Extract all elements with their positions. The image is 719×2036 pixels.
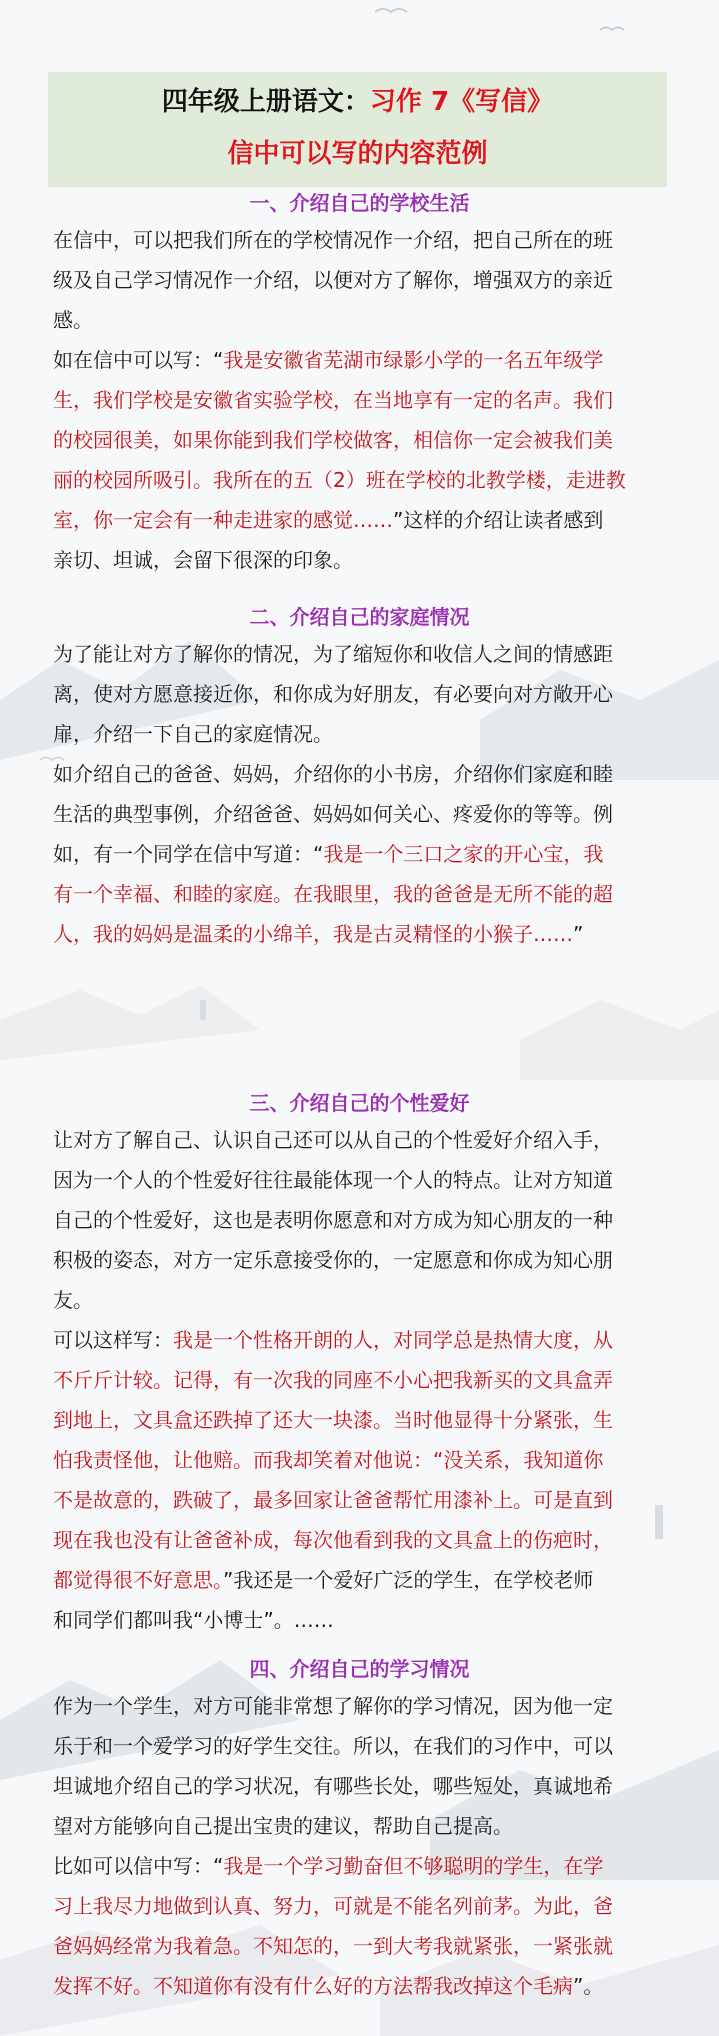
text-line: 让对方了解自己、认识自己还可以从自己的个性爱好介绍入手， [53, 1128, 613, 1152]
text-line: 为了能让对方了解你的情况，为了缩短你和收信人之间的情感距 [53, 642, 613, 666]
example-line: 有一个幸福、和睦的家庭。在我眼里，我的爸爸是无所不能的超 [53, 882, 613, 906]
text-line: 扉，介绍一下自己的家庭情况。 [53, 722, 333, 746]
section-hobbies-example [53, 1320, 673, 1640]
title-banner [48, 72, 667, 187]
example-run: 我是一个学习勤奋但不够聪明的学生，在学 [223, 1854, 604, 1878]
text-run: 如在信中可以写：“ [53, 348, 224, 372]
text-line: 望对方能够向自己提出宝贵的建议，帮助自己提高。 [53, 1814, 513, 1838]
example-line: 到地上，文具盒还跌掉了还大一块漆。当时他显得十分紧张，生 [53, 1408, 613, 1432]
text-line: 因为一个人的个性爱好往往最能体现一个人的特点。让对方知道 [53, 1168, 613, 1192]
section-study-example [53, 1846, 673, 2006]
text-line: 生活的典型事例，介绍爸爸、妈妈如何关心、疼爱你的等等。例 [53, 802, 613, 826]
section-family-intro [53, 634, 673, 754]
example-line: 现在我也没有让爸爸补成，每次他看到我的文具盒上的伤疤时， [53, 1528, 613, 1552]
text-line [53, 1966, 673, 2006]
section-heading-school: 一、介绍自己的学校生活 [249, 191, 470, 215]
text-line: 在信中，可以把我们所在的学校情况作一介绍，把自己所在的班 [53, 228, 613, 252]
example-line: 怕我责怪他，让他赔。而我却笑着对他说：“没关系，我知道你 [53, 1448, 604, 1472]
example-line: 生，我们学校是安徽省实验学校，在当地享有一定的名声。我们 [53, 388, 613, 412]
text-line: 亲切、坦诚，会留下很深的印象。 [53, 548, 353, 572]
text-line: 如介绍自己的爸爸、妈妈，介绍你的小书房，介绍你们家庭和睦 [53, 762, 613, 786]
title-assignment: 习作 7《写信》 [369, 87, 554, 117]
text-line: 和同学们都叫我“小博士”。…… [53, 1608, 334, 1632]
example-run: 我是一个三口之家的开心宝，我 [323, 842, 604, 866]
text-run: ”这样的介绍让读者感到 [393, 508, 604, 532]
text-line: 乐于和一个爱学习的好学生交往。所以，在我们的习作中，可以 [53, 1734, 613, 1758]
text-line [53, 1320, 673, 1360]
section-hobbies-intro [53, 1120, 673, 1320]
text-line: 坦诚地介绍自己的学习状况，有哪些长处，哪些短处，真诚地希 [53, 1774, 613, 1798]
example-line: 不斤斤计较。记得，有一次我的同座不小心把我新买的文具盒弄 [53, 1368, 613, 1392]
text-line [53, 500, 673, 540]
text-run: ”我还是一个爱好广泛的学生，在学校老师 [223, 1568, 594, 1592]
text-line: 友。 [53, 1288, 93, 1312]
text-run: 如，有一个同学在信中写道：“ [53, 842, 324, 866]
page-title [48, 82, 667, 122]
text-line: 感。 [53, 308, 93, 332]
example-run: 我是一个性格开朗的人，对同学总是热情大度，从 [173, 1328, 613, 1352]
text-run: 比如可以信中写：“ [53, 1854, 224, 1878]
text-line [53, 834, 673, 874]
text-line [53, 1846, 673, 1886]
example-run: 发挥不好。不知道你有没有什么好的方法帮我改掉这个毛病 [53, 1974, 573, 1998]
example-run: 我是安徽省芜湖市绿影小学的一名五年级学 [223, 348, 604, 372]
section-family-example [53, 754, 673, 954]
example-line: 丽的校园所吸引。我所在的五（2）班在学校的北教学楼，走进教 [53, 468, 626, 492]
section-heading-family: 二、介绍自己的家庭情况 [249, 605, 470, 629]
section-study-intro [53, 1686, 673, 1846]
example-run: 室，你一定会有一种走进家的感觉…… [53, 508, 393, 532]
section-school-intro [53, 220, 673, 340]
example-run: 都觉得很不好意思。 [53, 1568, 223, 1592]
example-line: 爸妈妈经常为我着急。不知怎的，一到大考我就紧张，一紧张就 [53, 1934, 613, 1958]
text-run: ” [573, 922, 584, 946]
example-line: 不是故意的，跌破了，最多回家让爸爸帮忙用漆补上。可是直到 [53, 1488, 613, 1512]
title-grade: 四年级上册语文： [161, 87, 370, 117]
text-line: 离，使对方愿意接近你，和你成为好朋友，有必要向对方敞开心 [53, 682, 613, 706]
example-line: 习上我尽力地做到认真、努力，可就是不能名列前茅。为此，爸 [53, 1894, 613, 1918]
example-line: 的校园很美，如果你能到我们学校做客，相信你一定会被我们美 [53, 428, 613, 452]
text-line [53, 1560, 673, 1600]
text-line [53, 340, 673, 380]
text-run: ”。 [573, 1974, 604, 1998]
section-heading-hobbies: 三、介绍自己的个性爱好 [249, 1091, 470, 1115]
text-line [53, 914, 673, 954]
section-school-example [53, 340, 673, 580]
text-line: 作为一个学生，对方可能非常想了解你的学习情况，因为他一定 [53, 1694, 613, 1718]
example-run: 人，我的妈妈是温柔的小绵羊，我是古灵精怪的小猴子…… [53, 922, 573, 946]
text-run: 可以这样写： [53, 1328, 173, 1352]
text-line: 自己的个性爱好，这也是表明你愿意和对方成为知心朋友的一种 [53, 1208, 613, 1232]
section-heading-study: 四、介绍自己的学习情况 [249, 1657, 470, 1681]
text-line: 级及自己学习情况作一介绍，以便对方了解你，增强双方的亲近 [53, 268, 613, 292]
page-subtitle: 信中可以写的内容范例 [227, 139, 488, 169]
text-line: 积极的姿态，对方一定乐意接受你的，一定愿意和你成为知心朋 [53, 1248, 613, 1272]
